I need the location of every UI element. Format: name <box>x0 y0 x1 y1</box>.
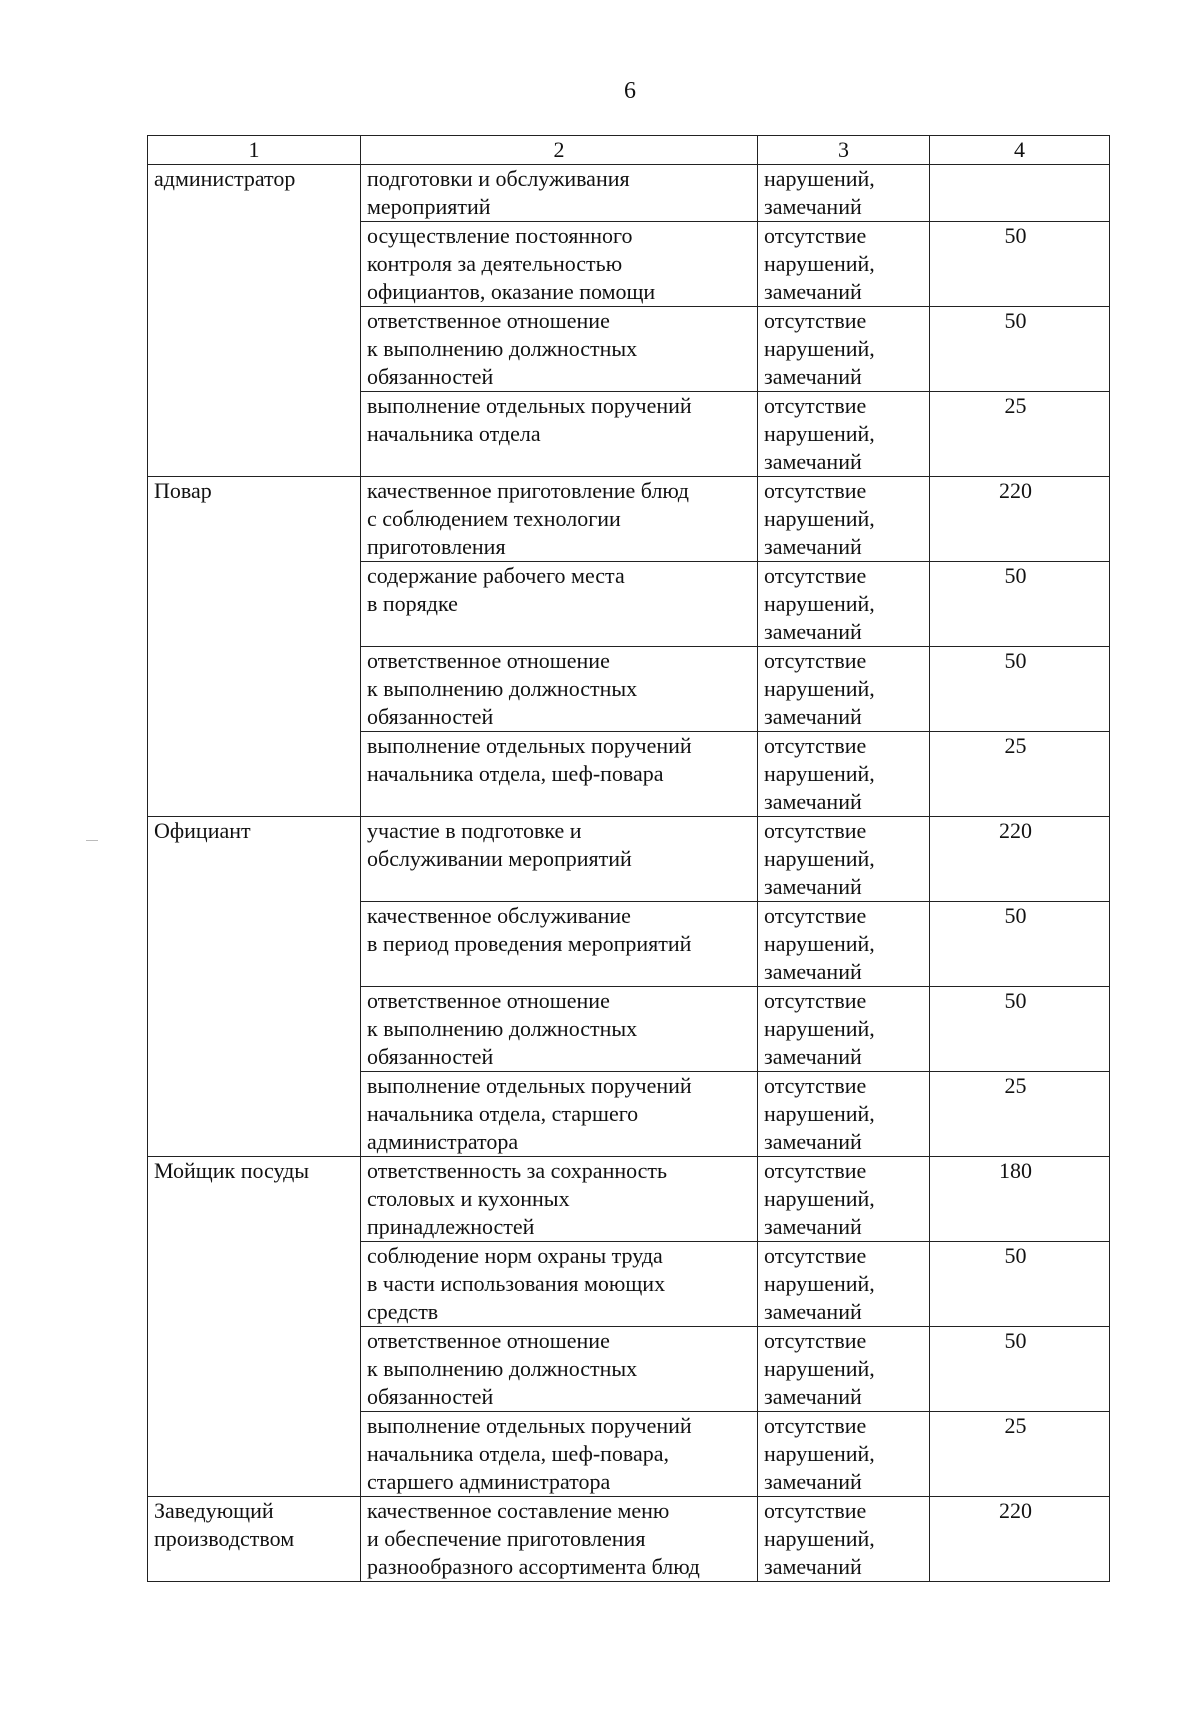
condition-cell: отсутствие нарушений, замечаний <box>758 1157 930 1242</box>
points-cell <box>930 165 1110 222</box>
points-cell: 25 <box>930 392 1110 477</box>
table-row <box>148 165 1110 222</box>
condition-cell: отсутствие нарушений, замечаний <box>758 732 930 817</box>
condition-cell: отсутствие нарушений, замечаний <box>758 1412 930 1497</box>
column-header-1: 1 <box>148 136 361 165</box>
points-cell: 50 <box>930 987 1110 1072</box>
condition-cell: отсутствие нарушений, замечаний <box>758 1327 930 1412</box>
criterion-cell: участие в подготовке и обслуживании мероприятий <box>361 817 758 902</box>
condition-cell: отсутствие нарушений, замечаний <box>758 307 930 392</box>
condition-cell: отсутствие нарушений, замечаний <box>758 392 930 477</box>
criterion-cell: качественное приготовление блюд с соблюдением технологии приготовления <box>361 477 758 562</box>
table-row <box>148 817 1110 902</box>
points-cell: 220 <box>930 477 1110 562</box>
scan-edge-mark <box>86 840 98 841</box>
criterion-cell: выполнение отдельных поручений начальника отдела, старшего администратора <box>361 1072 758 1157</box>
points-cell: 25 <box>930 1072 1110 1157</box>
criterion-cell: ответственное отношение к выполнению должностных обязанностей <box>361 1327 758 1412</box>
points-cell: 50 <box>930 307 1110 392</box>
column-header-4: 4 <box>930 136 1110 165</box>
criterion-cell: ответственное отношение к выполнению должностных обязанностей <box>361 647 758 732</box>
criterion-cell: ответственное отношение к выполнению должностных обязанностей <box>361 307 758 392</box>
condition-cell: нарушений, замечаний <box>758 165 930 222</box>
points-cell: 50 <box>930 1242 1110 1327</box>
table-row <box>148 477 1110 562</box>
criteria-table <box>147 135 1110 1582</box>
criterion-cell: соблюдение норм охраны труда в части использования моющих средств <box>361 1242 758 1327</box>
column-header-2: 2 <box>361 136 758 165</box>
condition-cell: отсутствие нарушений, замечаний <box>758 562 930 647</box>
criterion-cell: ответственность за сохранность столовых и кухонных принадлежностей <box>361 1157 758 1242</box>
condition-cell: отсутствие нарушений, замечаний <box>758 1242 930 1327</box>
points-cell: 50 <box>930 222 1110 307</box>
criterion-cell: выполнение отдельных поручений начальника отдела <box>361 392 758 477</box>
criterion-cell: выполнение отдельных поручений начальника отдела, шеф-повара <box>361 732 758 817</box>
condition-cell: отсутствие нарушений, замечаний <box>758 817 930 902</box>
position-cell: Повар <box>148 477 361 817</box>
position-cell: администратор <box>148 165 361 477</box>
points-cell: 220 <box>930 817 1110 902</box>
points-cell: 50 <box>930 647 1110 732</box>
points-cell: 50 <box>930 1327 1110 1412</box>
points-cell: 50 <box>930 562 1110 647</box>
points-cell: 50 <box>930 902 1110 987</box>
table-row <box>148 1497 1110 1582</box>
criterion-cell: содержание рабочего места в порядке <box>361 562 758 647</box>
table-row <box>148 1157 1110 1242</box>
condition-cell: отсутствие нарушений, замечаний <box>758 477 930 562</box>
condition-cell: отсутствие нарушений, замечаний <box>758 222 930 307</box>
position-cell: Официант <box>148 817 361 1157</box>
condition-cell: отсутствие нарушений, замечаний <box>758 1072 930 1157</box>
criterion-cell: качественное обслуживание в период проведения мероприятий <box>361 902 758 987</box>
condition-cell: отсутствие нарушений, замечаний <box>758 647 930 732</box>
criterion-cell: ответственное отношение к выполнению должностных обязанностей <box>361 987 758 1072</box>
condition-cell: отсутствие нарушений, замечаний <box>758 987 930 1072</box>
criterion-cell: качественное составление меню и обеспечение приготовления разнообразного ассортимента блюд <box>361 1497 758 1582</box>
points-cell: 220 <box>930 1497 1110 1582</box>
points-cell: 180 <box>930 1157 1110 1242</box>
points-cell: 25 <box>930 732 1110 817</box>
points-cell: 25 <box>930 1412 1110 1497</box>
condition-cell: отсутствие нарушений, замечаний <box>758 1497 930 1582</box>
criterion-cell: выполнение отдельных поручений начальника отдела, шеф-повара, старшего администратора <box>361 1412 758 1497</box>
position-cell: Заведующий производством <box>148 1497 361 1582</box>
criterion-cell: подготовки и обслуживания мероприятий <box>361 165 758 222</box>
criterion-cell: осуществление постоянного контроля за деятельностью официантов, оказание помощи <box>361 222 758 307</box>
column-header-3: 3 <box>758 136 930 165</box>
table-header-row <box>148 136 1110 165</box>
position-cell: Мойщик посуды <box>148 1157 361 1497</box>
condition-cell: отсутствие нарушений, замечаний <box>758 902 930 987</box>
page-number: 6 <box>624 78 636 104</box>
